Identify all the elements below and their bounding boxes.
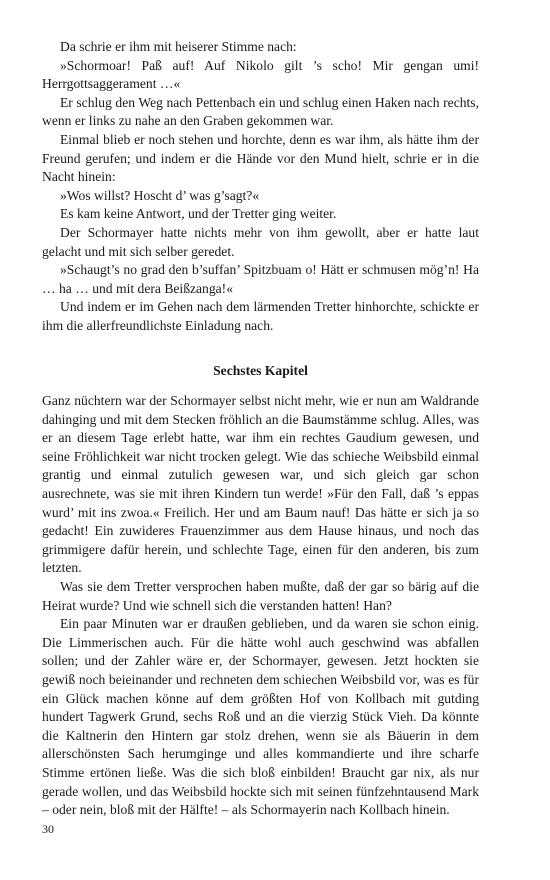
paragraph: Der Schormayer hatte nichts mehr von ihm gewollt, aber er hatte laut gelacht und mit sich selber geredet.: [42, 224, 479, 259]
paragraph: Da schrie er ihm mit heiserer Stimme nach:: [60, 39, 297, 54]
paragraph: »Schaugt’s no grad den b’suffan’ Spitzbuam o! Hätt er schmusen mög’n! Ha … ha … und mit dera Beißzanga!«: [42, 262, 479, 296]
paragraph: »Wos willst? Hoscht d’ was g’sagt?«: [60, 187, 260, 203]
paragraph: Was sie dem Tretter versprochen haben mußte, daß der gar so bärig auf die Heirat wurde? Und wie schnell sich die verstanden hatten! Han?: [42, 579, 479, 613]
page-number: 30: [42, 822, 54, 836]
paragraph: Er schlug den Weg nach Pettenbach ein und schlug einen Haken nach rechts, wenn er links zu nahe an den Graben gekommen war.: [42, 94, 479, 129]
paragraph: Einmal blieb er noch stehen und horchte, denn es war ihm, als hätte ihm der Freund gerufen; und indem er die Hände vor den Mund hielt, schrie er in die Nacht hinein:: [42, 131, 479, 185]
paragraph: »Schormoar! Paß auf! Auf Nikolo gilt ’s scho! Mir gengan umi! Herrgottsaggerament …«: [42, 57, 479, 92]
paragraph: Ein paar Minuten war er draußen geblieben, und da waren sie schon einig. Die Limmerischen auch. Für die hätte wohl auch geschwind was abfallen sollen; und der Zahler wäre er, der Schormayer, gewesen. Jetzt hockten sie gewiß noch beieinander und rechneten dem schiechen Weibsbild vor, was es für ein Glück machen könne auf dem größten Hof von Kollbach mit gutding hundert Tagwerk Grund, sechs Roß und an die vierzig Stück Vieh. Da könnte die Kaltnerin den Hintern gar stolz drehen, wenn sie als Bäuerin in dem allerschönsten Sach herumginge und alles kommandierte und ihre scharfe Stimme ertönen ließe. Was die sich bloß einbilden! Braucht gar nix, als nur gerade wollen, und das Weibsbild hockte sich mit seinen fünfzehntausend Mark – oder nein, bloß mit der Hälfte! – als Schormayerin nach Kollbach hinein.: [42, 616, 479, 818]
page-body: [42, 38, 479, 820]
paragraph: Es kam keine Antwort, und der Tretter ging weiter.: [60, 206, 337, 222]
paragraph: Und indem er im Gehen nach dem lärmenden Tretter hinhorchte, schickte er ihm die allerfreundlichste Einladung nach.: [42, 299, 479, 333]
chapter-title: Sechstes Kapitel: [213, 362, 308, 378]
paragraph: Ganz nüchtern war der Schormayer selbst nicht mehr, wie er nun am Waldrande dahinging und mit dem Stecken fröhlich an die Baumstämme schlug. Alles, was er an diesem Tage erlebt hatte, war ihm ein rechtes Gaudium gewesen, und seine Fröhlichkeit war nicht trocken gelegt. Wie das schieche Weibsbild einmal grantig und einmal zutulich gewesen war, und sich gleich gar schon ausrechnete, was sie mit ihren Kindern tun werde! »Für den Fall, daß ’s eppas wurd’ mit ins zwoa.« Freilich. Her und am Baum nauf! Das hätte er sich ja so gedacht! Ein zuwideres Frauenzimmer aus dem Hause hinaus, und noch das grimmigere dafür herein, und schlechte Tage, einen für den anderen, bis zum letzten.: [42, 393, 479, 576]
